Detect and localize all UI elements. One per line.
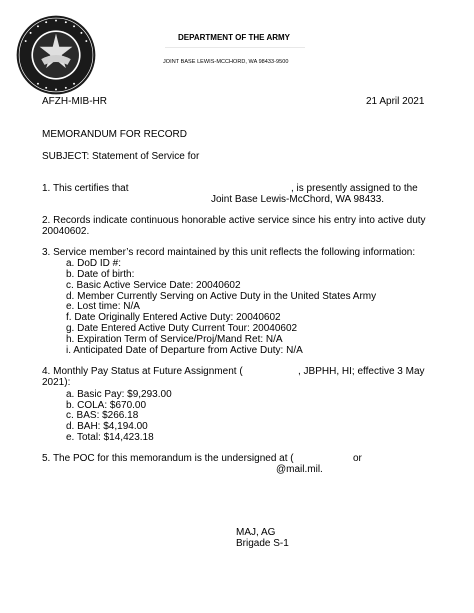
para4-line1-start: 4. Monthly Pay Status at Future Assignment ( [42,366,243,377]
letterhead-divider [165,47,305,48]
subject-line: SUBJECT: Statement of Service for [42,151,200,162]
para1-line2: Joint Base Lewis-McChord, WA 98433. [211,194,385,205]
para4-line1-end: , JBPHH, HI; effective 3 May [298,366,425,377]
letterhead-address: JOINT BASE LEWIS-MCCHORD, WA 98433-9500 [163,59,289,65]
list-item: d. BAH: $4,194.00 [66,421,148,432]
list-item: b. Date of birth: [66,269,135,280]
list-item: b. COLA: $670.00 [66,400,147,411]
department-seal-icon [15,14,97,96]
list-item: c. Basic Active Service Date: 20040602 [66,280,241,291]
letterhead-organization: DEPARTMENT OF THE ARMY [178,33,290,42]
para1-line1-end: , is presently assigned to the [291,183,418,194]
list-item: g. Date Entered Active Duty Current Tour: 20040602 [66,323,298,334]
list-item: c. BAS: $266.18 [66,410,139,421]
list-item: a. Basic Pay: $9,293.00 [66,389,172,400]
office-symbol: AFZH-MIB-HR [42,96,107,107]
memo-date: 21 April 2021 [366,96,425,107]
para3-intro: 3. Service member’s record maintained by this unit reflects the following information: [42,247,416,258]
para5-line1-end: or [353,453,362,464]
list-item: a. DoD ID #: [66,258,122,269]
para2-line1: 2. Records indicate continuous honorable active service since his entry into active duty [42,215,426,226]
list-item: f. Date Originally Entered Active Duty: 20040602 [66,312,281,323]
list-item: i. Anticipated Date of Departure from Active Duty: N/A [66,345,303,356]
memo-for-line: MEMORANDUM FOR RECORD [42,129,187,140]
list-item: d. Member Currently Serving on Active Duty in the United States Army [66,291,377,302]
para4-line2: 2021): [42,377,71,388]
para2-line2: 20040602. [42,226,90,237]
list-item: e. Lost time: N/A [66,301,140,312]
para5-line2: @mail.mil. [276,464,323,475]
para1-line1-start: 1. This certifies that [42,183,129,194]
list-item: h. Expiration Term of Service/Proj/Mand Ret: N/A [66,334,283,345]
signature-name: MAJ, AG [236,527,276,538]
para5-line1-start: 5. The POC for this memorandum is the undersigned at ( [42,453,294,464]
list-item: e. Total: $14,423.18 [66,432,154,443]
signature-title: Brigade S-1 [236,538,289,549]
